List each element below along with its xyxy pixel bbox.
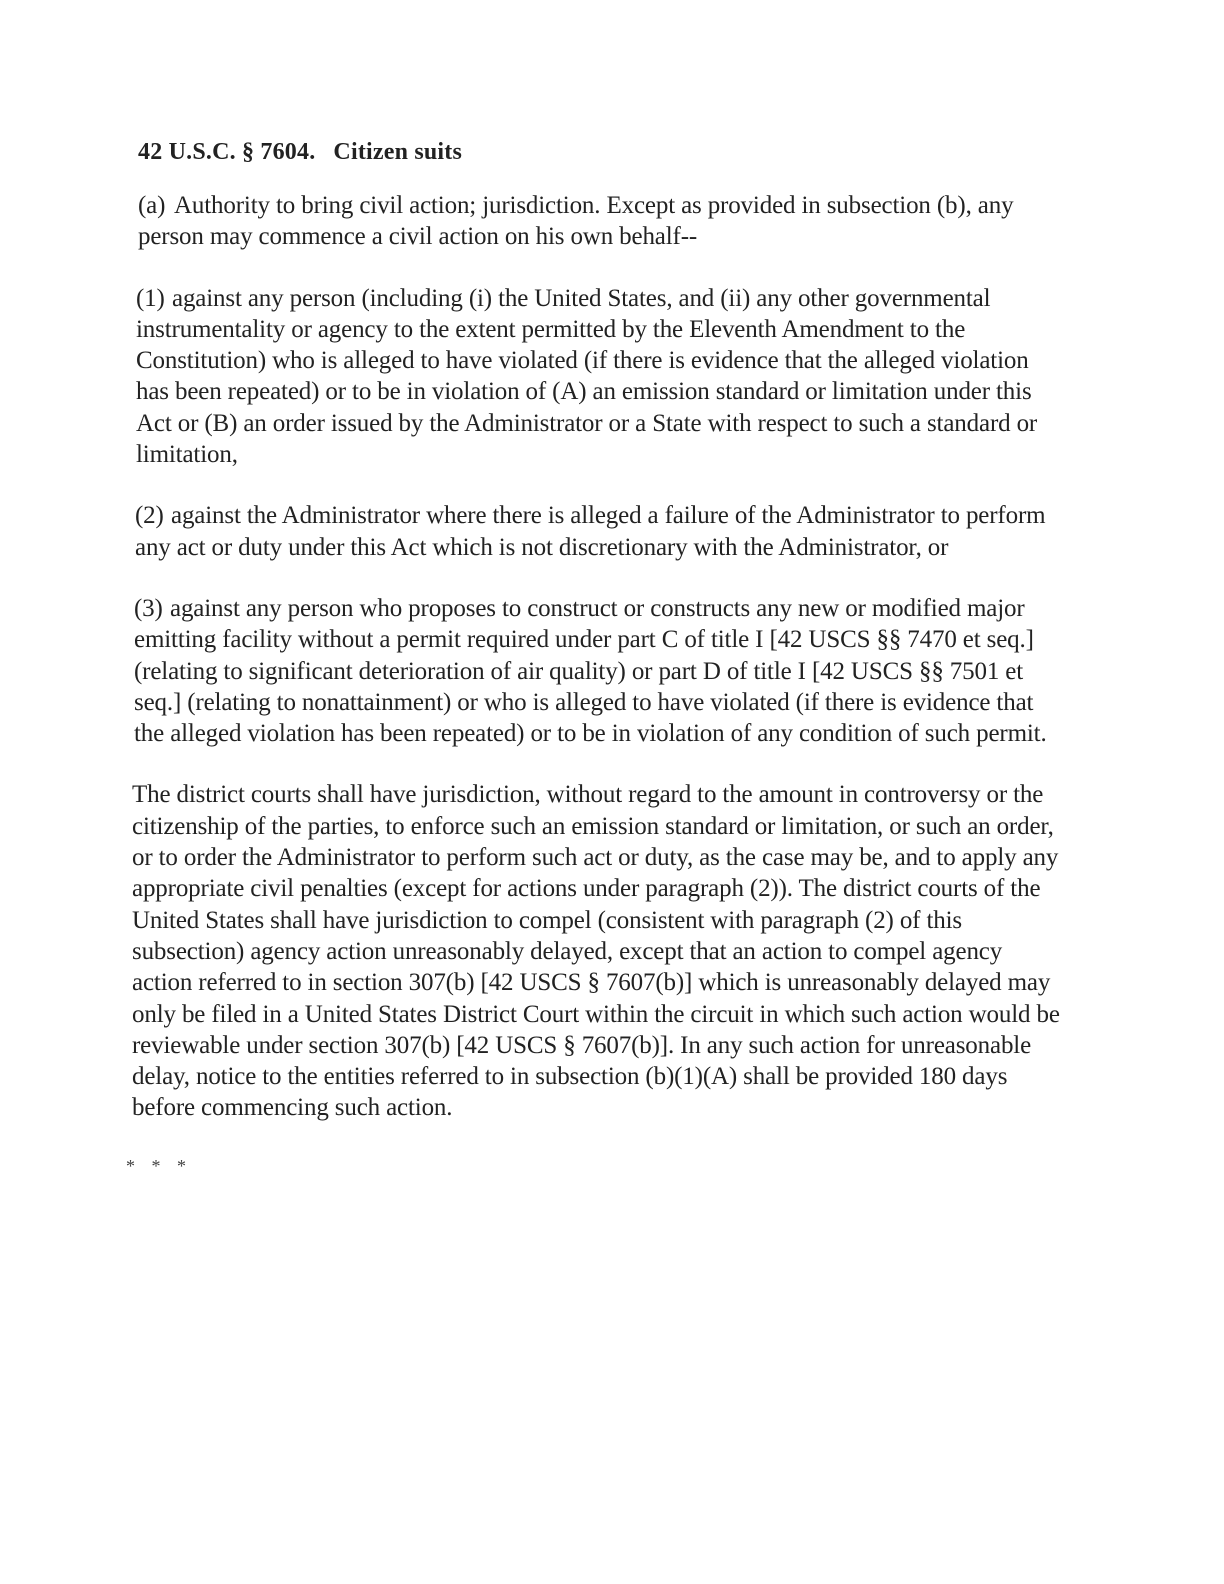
paragraph-2-label: (2) [135, 502, 164, 530]
paragraph-3 [134, 593, 1067, 749]
paragraph-1 [136, 283, 1067, 471]
section-title: Citizen suits [333, 139, 463, 165]
section-citation: 42 U.S.C. § 7604. [138, 139, 316, 165]
omission-asterisks: * * * [126, 1155, 192, 1176]
subsection-a-label: (a) [138, 192, 166, 219]
paragraph-1-text: against any person (including (i) the United States, and (ii) any other governmental instrumentality or agency to the extent permitted by the Eleventh Amendment to the Constitution) who is alleged to have violated (if there is evidence that the alleged violation has been repeated) or to be in violation of (A) an emission standard or limitation under this Act or (B) an order issued by the Administrator or a State with respect to such a standard or limitation, [136, 284, 1038, 469]
paragraph-2-text: against the Administrator where there is alleged a failure of the Administrator to perform any act or duty under this Act which is not discretionary with the Administrator, or [135, 502, 1046, 561]
subsection-a-text: Authority to bring civil action; jurisdiction. Except as provided in subsection (b), any person may commence a civil action on his own behalf-- [138, 192, 1014, 251]
paragraph-2 [135, 500, 1067, 563]
document-page [126, 136, 1067, 1178]
paragraph-3-label: (3) [134, 594, 163, 622]
paragraph-3-text: against any person who proposes to construct or constructs any new or modified major emitting facility without a permit required under part C of title I [42 USCS §§ 7470 et seq.] (relating to significant deterioration of air quality) or part D of title I [42 USCS §§ 7501 et seq.] (relating to nonattainment) or who is alleged to have violated (if there is evidence that the alleged violation has been repeated) or to be in violation of any condition of such permit. [134, 594, 1047, 748]
subsection-a [138, 190, 1067, 253]
jurisdiction-paragraph: The district courts shall have jurisdiction, without regard to the amount in controversy or the citizenship of the parties, to enforce such an emission standard or limitation, or such an order, or to order the Administrator to perform such act or duty, as the case may be, and to apply any appropriate civil penalties (except for actions under paragraph (2)). The district courts of the United States shall have jurisdiction to compel (consistent with paragraph (2) of this subsection) agency action unreasonably delayed, except that an action to compel agency action referred to in section 307(b) [42 USCS § 7607(b)] which is unreasonably delayed may only be filed in a United States District Court within the circuit in which such action would be reviewable under section 307(b) [42 USCS § 7607(b)]. In any such action for unreasonable delay, notice to the entities referred to in subsection (b)(1)(A) shall be provided 180 days before commencing such action. [132, 781, 1060, 1122]
paragraph-1-label: (1) [136, 284, 165, 312]
section-heading [138, 136, 1067, 168]
